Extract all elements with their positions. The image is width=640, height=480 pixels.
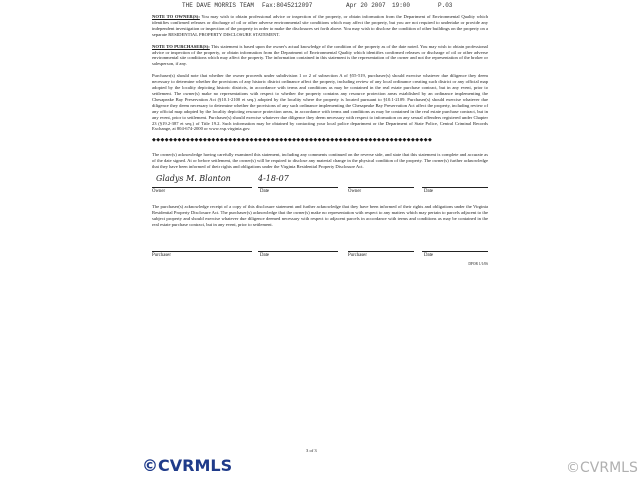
fax-time: 19:00 [392, 2, 411, 9]
owner-notice [152, 14, 488, 38]
purchaser-2-label: Purchaser [348, 252, 367, 258]
owner-signed-date: 4-18-07 [258, 174, 289, 184]
purchaser-2-line [348, 251, 414, 252]
fax-page: P.03 [438, 2, 453, 9]
date-1-label: Date [260, 189, 270, 195]
subdivision-paragraph: Purchaser(s) should note that whether the owner proceeds under subdivision 1 or 2 of subsection A of §55-519, purchaser(s) should exercise whatever due diligence they deem necessary to determine whether the provisions of any historic district ordinance affect the property, including review of any local ordinance creating such district or any official map adopted by the locality depicting historic districts, in accordance with terms and conditions as may be contained in the real estate purchase contract, but in any event, prior to settlement. The owner(s) make no representations with respect to whether the property contains any resource protection areas established by an ordinance implementing the Chesapeake Bay Preservation Act (§10.1-2100 et seq.) adopted by the locality where the property is located pursuant to §10.1-2109. Purchaser(s) should exercise whatever due diligence they deem necessary to determine whether the provisions of any such ordinance implementing the Chesapeake Bay Preservation Act affect the property, including review of any official map adopted by the locality depicting resource protection areas, in accordance with terms and conditions as may be contained in the real estate purchase contract, but in any event, prior to settlement. Purchaser(s) should exercise whatever due diligence they deem necessary with respect to information on any sexual offenders registered under Chapter 23 (§19.2-387 et seq.) of Title 19.2. Such information may be obtained by contacting your local police department or the Department of State Police, Central Criminal Records Exchange, at 804-674-2000 or www.vsp.virginia.gov. [152, 73, 488, 132]
purchaser-date-2-line [422, 251, 488, 252]
owner-2-label: Owner [348, 189, 362, 195]
owner-notice-text: You may wish to obtain professional advice or inspection of the property, or obtain information from the Department of Environmental Quality which identifies confirmed releases or discharge of oil or other adverse environmental site conditions which may affect the property, but you are not required to undertake or provide any independent investigation or inspection of the property in order to make the disclosures set forth above. You may wish to disclose the condition of other buildings on the property on a separate RESIDENTIAL PROPERTY DISCLOSURE STATEMENT. [152, 14, 488, 37]
diamond-divider: ◆◆◆◆◆◆◆◆◆◆◆◆◆◆◆◆◆◆◆◆◆◆◆◆◆◆◆◆◆◆◆◆◆◆◆◆◆◆◆◆◆◆◆◆◆◆◆◆◆◆◆◆◆◆◆◆◆◆◆◆◆◆◆◆◆◆ [152, 138, 433, 144]
fax-date: Apr 20 2007 [346, 2, 386, 9]
purchaser-1-label: Purchaser [152, 252, 171, 258]
watermark-left: ©CVRMLS [142, 456, 233, 475]
purchaser-acknowledgement: The purchaser(s) acknowledge receipt of a copy of this disclosure statement and further acknowledge that they have been informed of their rights and obligations under the Virginia Residential Property Disclosure Act. The purchaser(s) acknowledge that the owner(s) make no representation with respect to any matters which may pertain to parcels adjacent to the subject property and should exercise whatever due diligence deemed necessary with respect to adjacent parcels in accordance with terms and conditions as may be contained in the real estate purchase contract, but in any event, prior to settlement. [152, 204, 488, 227]
form-code-row [152, 262, 488, 270]
watermark-right: ©CVRMLS [566, 460, 638, 476]
owner-signature: Gladys M. Blanton [156, 174, 231, 184]
purchaser-notice-text: This statement is based upon the owner's actual knowledge of the condition of the property as of the date noted. You may wish to obtain professional advice or inspection of the property, or obtain information from the Department of Environmental Quality which identifies confirmed releases or discharge of oil or other adverse environmental site conditions which may affect the property. The information contained in this statement is the representation of the owner and not the representation of the broker or salesperson, if any. [152, 43, 488, 67]
owner-1-label: Owner [152, 189, 166, 195]
purchaser-1-line [152, 251, 252, 252]
disclosure-document [152, 14, 488, 270]
owner-2-line [348, 187, 414, 188]
date-2-label: Date [424, 189, 434, 195]
form-code: DPOR 1/1/06 [468, 261, 488, 266]
fax-number: Fax:8045212097 [262, 2, 313, 9]
purchaser-notice-heading: NOTE TO PURCHASER(S): [152, 43, 210, 49]
owner-1-line [152, 187, 252, 188]
fax-header [0, 2, 640, 12]
owner-acknowledgement: The owner(s) acknowledge having carefully examined this statement, including any comments continued on the reverse side, and state that this statement is complete and accurate as of the date signed. At or before settlement, the owner(s) will be required to disclose any material change in the physical condition of the property. The owner(s) further acknowledge that they have been informed of their rights and obligations under the Virginia Residential Property Disclosure Act. [152, 152, 488, 170]
purchaser-date-1-line [258, 251, 338, 252]
page-number: 3 of 3 [306, 448, 317, 453]
owner-notice-heading: NOTE TO OWNER(S): [152, 14, 200, 19]
purchaser-signature-row [152, 240, 488, 262]
purchaser-date-2-label: Date [424, 252, 434, 258]
fax-sender: THE DAVE MORRIS TEAM [182, 2, 255, 9]
purchaser-notice [152, 44, 488, 68]
date-2-line [422, 187, 488, 188]
purchaser-date-1-label: Date [260, 252, 270, 258]
owner-signature-row [152, 176, 488, 198]
date-1-line [258, 187, 338, 188]
